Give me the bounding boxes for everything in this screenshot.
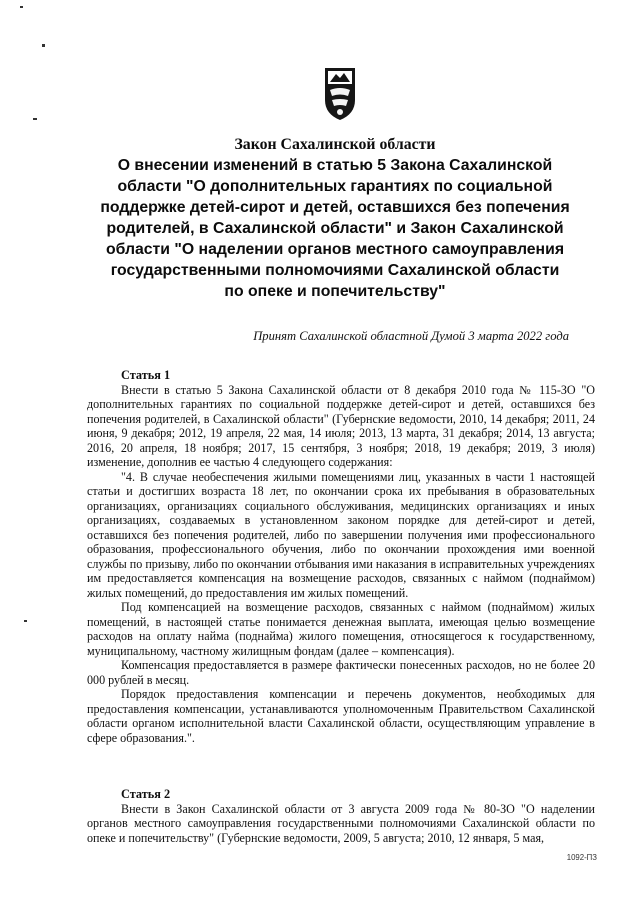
article-1-paragraph: Под компенсацией на возмещение расходов, связанных с наймом (поднаймом) жилых помещений, в настоящей статье понимается денежная выплата, имеющая целью возмещение расходов на оплату найма (поднайма) жилого помещения, относящегося к государственному, муниципальному, частному жилищным фондам (далее – компенсация). bbox=[87, 600, 595, 658]
article-1-heading: Статья 1 bbox=[121, 368, 171, 382]
law-title-line: Закон Сахалинской области bbox=[234, 136, 436, 153]
article-1-paragraph: Внести в статью 5 Закона Сахалинской области от 8 декабря 2010 года № 115-ЗО "О дополнительных гарантиях по социальной поддержке детей-сирот и детей, оставшихся без попечения родителей, в Сахалинской области" (Губернские ведомости, 2010, 14 декабря; 2011, 24 июня, 9 декабря; 2012, 19 апреля, 22 мая, 14 июля; 2013, 13 марта, 31 декабря; 2014, 13 августа; 2016, 20 апреля, 18 ноября; 2017, 15 сентября, 3 ноября; 2018, 19 декабря; 2019, 3 июля) изменение, дополнив ее частью 4 следующего содержания: bbox=[87, 382, 595, 469]
adoption-note: Принят Сахалинской областной Думой 3 марта 2022 года bbox=[253, 329, 569, 343]
scan-mark bbox=[33, 118, 37, 120]
article-2-paragraph: Внести в Закон Сахалинской области от 3 августа 2009 года № 80-ЗО "О наделении органов местного самоуправления государственными полномочиями Сахалинской области по опеке и попечительству" (Губернские ведомости, 2009, 5 августа; 2010, 12 января, 5 мая, bbox=[87, 801, 595, 845]
scan-mark bbox=[42, 44, 45, 47]
document-code: 1092-ПЗ bbox=[566, 853, 597, 862]
article-2-heading: Статья 2 bbox=[121, 787, 171, 801]
scan-mark bbox=[24, 620, 27, 622]
article-1 bbox=[87, 368, 595, 745]
article-1-paragraph: Компенсация предоставляется в размере фактически понесенных расходов, но не более 20 000 рублей в месяц. bbox=[87, 658, 595, 687]
coat-of-arms-emblem bbox=[322, 66, 358, 122]
article-1-paragraph: Порядок предоставления компенсации и перечень документов, необходимых для предоставления компенсации, устанавливаются уполномоченным Правительством Сахалинской области органом исполнительной власти Сахалинской области, осуществляющим управление в сфере образования.". bbox=[87, 687, 595, 745]
scan-mark bbox=[20, 6, 23, 8]
law-title-subject: О внесении изменений в статью 5 Закона Сахалинской области "О дополнительных гарантиях по социальной поддержке детей-сирот и детей, оставшихся без попечения родителей, в Сахалинской области" и Закон Сахалинской области "О наделении органов местного самоуправления государственными полномочиями Сахалинской области по опеке и попечительству" bbox=[100, 157, 570, 300]
law-title bbox=[100, 134, 570, 302]
article-2 bbox=[87, 787, 595, 845]
article-1-paragraph: "4. В случае необеспечения жилыми помещениями лиц, указанных в части 1 настоящей статьи и достигших возраста 18 лет, по окончании срока их пребывания в образовательных организациях, организациях социального обслуживания, медицинских организациях и иных организациях, создаваемых в установленном законом порядке для детей-сирот и детей, оставшихся без попечения родителей, либо по завершении получения ими профессионального образования, профессионального обучения, либо по окончании прохождения ими военной службы по призыву, либо по окончании отбывания ими наказания в исправительных учреждениях им предоставляется компенсация на возмещение расходов, связанных с наймом (поднаймом) жилых помещений, до предоставления им жилых помещений. bbox=[87, 469, 595, 600]
